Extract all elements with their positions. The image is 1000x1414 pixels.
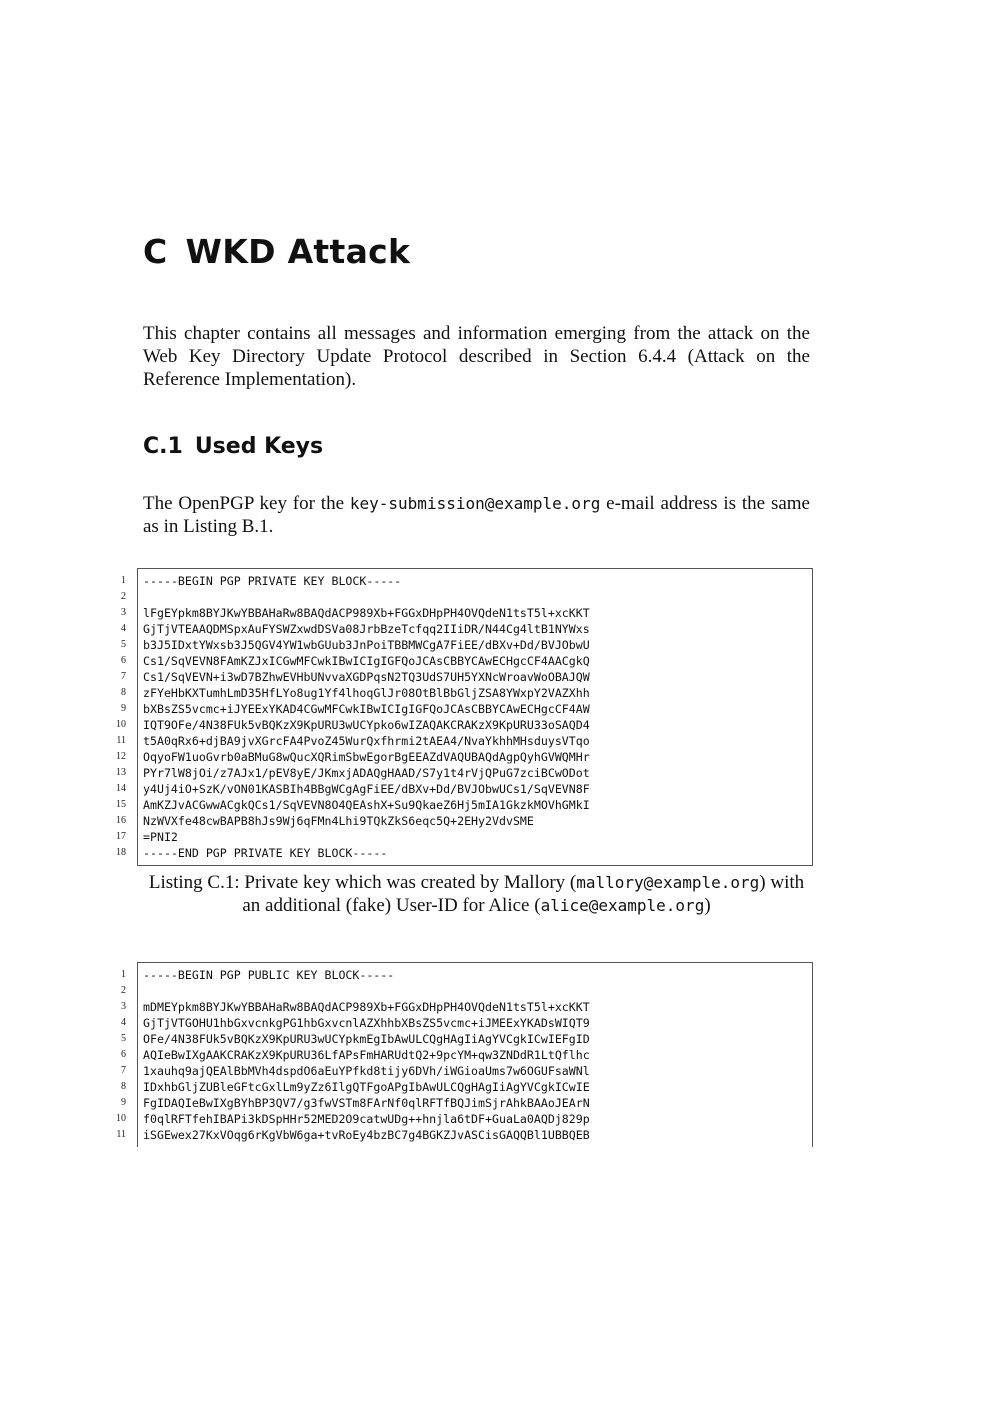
line-number: 12 <box>116 751 126 762</box>
alice-email: alice@example.org <box>540 896 705 915</box>
code-text: zFYeHbKXTumhLmD35HfLYo8ug1Yf4lhoqGlJr08OtBlBbGljZSA8YWxpY2VAZXhh <box>143 686 590 700</box>
line-number: 18 <box>116 847 126 858</box>
private-key-line <box>116 845 812 861</box>
chapter-title-text: WKD Attack <box>185 232 411 271</box>
public-key-line <box>121 1047 812 1063</box>
line-number: 5 <box>121 639 126 650</box>
private-key-line <box>116 733 812 749</box>
line-number: 9 <box>121 703 126 714</box>
chapter-title <box>143 232 410 271</box>
caption-text-pre: Listing C.1: Private key which was created by Mallory ( <box>148 872 577 893</box>
code-text: IDxhbGljZUBleGFtcGxlLm9yZz6IlgQTFgoAPgIbAwULCQgHAgIiAgYVCgkICwIE <box>143 1080 590 1094</box>
key-submission-email: key-submission@example.org <box>349 494 601 513</box>
line-number: 10 <box>116 719 126 730</box>
private-key-line <box>121 605 812 621</box>
private-key-line <box>121 653 812 669</box>
line-number: 13 <box>116 767 126 778</box>
private-key-line <box>121 637 812 653</box>
line-number: 4 <box>121 1017 126 1028</box>
public-key-line <box>121 1095 812 1111</box>
line-number: 15 <box>116 799 126 810</box>
code-text: f0qlRFTfehIBAPi3kDSpHHr52MED2O9catwUDg++hnjla6tDF+GuaLa0AQDj829p <box>143 1112 590 1126</box>
listing-public-key <box>116 962 813 1147</box>
line-number: 7 <box>121 671 126 682</box>
public-key-line <box>116 1127 812 1143</box>
line-number: 3 <box>121 607 126 618</box>
private-key-line <box>121 621 812 637</box>
mallory-email: mallory@example.org <box>576 873 760 892</box>
line-number: 9 <box>121 1097 126 1108</box>
line-number: 6 <box>121 655 126 666</box>
private-key-line <box>116 717 812 733</box>
public-key-line <box>121 983 812 999</box>
public-key-line <box>116 1111 812 1127</box>
private-key-line <box>121 669 812 685</box>
public-key-line <box>121 1015 812 1031</box>
listing-private-key <box>116 568 813 866</box>
code-text: FgIDAQIeBwIXgBYhBP3QV7/g3fwVSTm8FArNf0qlRFTfBQJimSjrAhkBAAoJEArN <box>143 1096 590 1110</box>
private-key-line <box>116 781 812 797</box>
section-title <box>143 434 323 459</box>
code-text: mDMEYpkm8BYJKwYBBAHaRw8BAQdACP989Xb+FGGxDHpPH4OVQdeN1tsT5l+xcKKT <box>143 1000 590 1014</box>
code-text: =PNI2 <box>143 830 178 844</box>
public-key-line <box>121 999 812 1015</box>
code-text: lFgEYpkm8BYJKwYBBAHaRw8BAQdACP989Xb+FGGxDHpPH4OVQdeN1tsT5l+xcKKT <box>143 606 590 620</box>
code-text: bXBsZS5vcmc+iJYEExYKAD4CGwMFCwkIBwICIgIGFQoJCAsCBBYCAwECHgcCF4AW <box>143 702 590 716</box>
private-key-line <box>121 701 812 717</box>
listing-caption <box>143 871 810 917</box>
key-note-before: The OpenPGP key for the <box>143 493 350 514</box>
private-key-line <box>116 797 812 813</box>
code-text: GjTjVTEAAQDMSpxAuFYSWZxwdDSVa08JrbBzeTcfqq2IIiDR/N44Cg4ltB1NYWxs <box>143 622 590 636</box>
listing-public-key-body <box>116 963 812 1147</box>
line-number: 8 <box>121 687 126 698</box>
code-text: GjTjVTGOHU1hbGxvcnkgPG1hbGxvcnlAZXhhbXBsZS5vcmc+iJMEExYKADsWIQT9 <box>143 1016 590 1030</box>
code-text: -----BEGIN PGP PUBLIC KEY BLOCK----- <box>143 968 395 982</box>
code-text: AmKZJvACGwwACgkQCs1/SqVEVN8O4QEAshX+Su9QkaeZ6Hj5mIA1GkzkMOVhGMkI <box>143 798 590 812</box>
code-text: t5A0qRx6+djBA9jvXGrcFA4PvoZ45WurQxfhrmi2tAEA4/NvaYkhhMHsduysVTqo <box>143 734 590 748</box>
code-text: -----END PGP PRIVATE KEY BLOCK----- <box>143 846 388 860</box>
line-number: 2 <box>121 985 126 996</box>
line-number: 11 <box>116 1129 126 1140</box>
code-text: y4Uj4iO+SzK/vON01KASBIh4BBgWCgAgFiEE/dBXv+Dd/BVJObwUCs1/SqVEVN8F <box>143 782 590 796</box>
private-key-line <box>116 749 812 765</box>
code-text: Cs1/SqVEVN8FAmKZJxICGwMFCwkIBwICIgIGFQoJCAsCBBYCAwECHgcCF4AACgkQ <box>143 654 590 668</box>
line-number: 16 <box>116 815 126 826</box>
code-text: b3J5IDxtYWxsb3J5QGV4YW1wbGUub3JnPoiTBBMWCgA7FiEE/dBXv+Dd/BVJObwU <box>143 638 590 652</box>
line-number: 17 <box>116 831 126 842</box>
private-key-line <box>116 829 812 845</box>
line-number: 5 <box>121 1033 126 1044</box>
section-title-text: Used Keys <box>194 434 324 459</box>
line-number: 3 <box>121 1001 126 1012</box>
private-key-line <box>121 573 812 589</box>
code-text: AQIeBwIXgAAKCRAKzX9KpURU36LfAPsFmHARUdtQ2+9pcYM+qw3ZNDdR1LtQflhc <box>143 1048 590 1062</box>
listing-private-key-body <box>116 569 812 865</box>
public-key-line <box>121 1063 812 1079</box>
code-text: OFe/4N38FUk5vBQKzX9KpURU3wUCYpkmEgIbAwULCQgHAgIiAgYVCgkICwIEFgID <box>143 1032 590 1046</box>
line-number: 1 <box>121 969 126 980</box>
code-text: Cs1/SqVEVN+i3wD7BZhwEVHbUNvvaXGDPqsN2TQ3UdS7UH5YXNcWroavWoOBAJQW <box>143 670 590 684</box>
code-text: IQT9OFe/4N38FUk5vBQKzX9KpURU3wUCYpko6wIZAQAKCRAKzX9KpURU33oSAQD4 <box>143 718 590 732</box>
code-text: NzWVXfe48cwBAPB8hJs9Wj6qFMn4Lhi9TQkZkS6eqc5Q+2EHy2VdvSME <box>143 814 534 828</box>
intro-paragraph: This chapter contains all messages and information emerging from the attack on the Web Key Directory Update Protocol described in Section 6.4.4 (Attack on the Reference Implementation). <box>143 323 810 390</box>
private-key-line <box>121 589 812 605</box>
line-number: 6 <box>121 1049 126 1060</box>
code-text: OqyoFW1uoGvrb0aBMuG8wQucXQRimSbwEgorBgEEAZdVAQUBAQdAgpQyhGVWQMHr <box>143 750 590 764</box>
line-number: 2 <box>121 591 126 602</box>
line-number: 4 <box>121 623 126 634</box>
code-text: -----BEGIN PGP PRIVATE KEY BLOCK----- <box>143 574 402 588</box>
public-key-line <box>121 967 812 983</box>
section-number: C.1 <box>143 434 183 459</box>
code-text: iSGEwex27KxVOqg6rKgVbW6ga+tvRoEy4bzBC7g4BGKZJvASCisGAQQBl1UBBQEB <box>143 1128 590 1142</box>
line-number: 7 <box>121 1065 126 1076</box>
caption-text-mid: ) with an additional (fake) User-ID for Alice ( <box>242 872 805 916</box>
key-note-paragraph <box>143 492 810 538</box>
public-key-line <box>121 1031 812 1047</box>
private-key-line <box>116 813 812 829</box>
key-note-after: e-mail address is the same as in Listing B.1. <box>143 493 810 537</box>
line-number: 10 <box>116 1113 126 1124</box>
private-key-line <box>116 765 812 781</box>
code-text: PYr7lW8jOi/z7AJx1/pEV8yE/JKmxjADAQgHAAD/S7y1t4rVjQPuG7zciBCwODot <box>143 766 590 780</box>
public-key-line <box>121 1079 812 1095</box>
private-key-line <box>121 685 812 701</box>
line-number: 11 <box>116 735 126 746</box>
line-number: 8 <box>121 1081 126 1092</box>
chapter-number: C <box>143 232 168 271</box>
code-text: 1xauhq9ajQEAlBbMVh4dspdO6aEuYPfkd8tijy6DVh/iWGioaUms7w6OGUFsaWNl <box>143 1064 590 1078</box>
line-number: 14 <box>116 783 126 794</box>
caption-text-post: ) <box>704 895 711 916</box>
line-number: 1 <box>121 575 126 586</box>
